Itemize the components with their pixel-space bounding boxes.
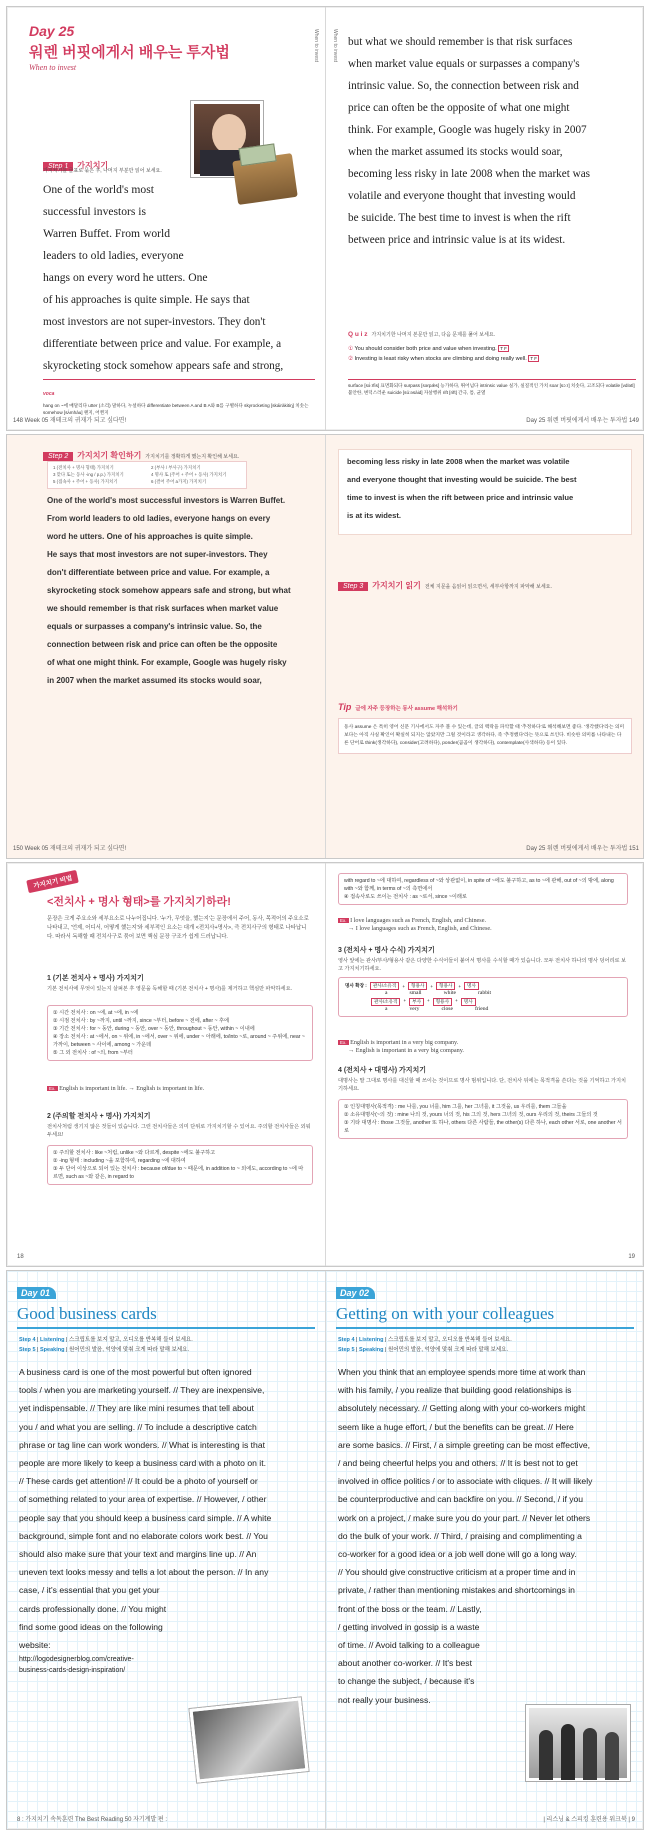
page-151 [326,435,644,858]
day-header [336,1283,634,1329]
page-footer: Day 25 워렌 버핏에게서 배우는 투자법 151 [526,846,639,852]
day-badge: Day 25 [29,23,75,39]
page-148 [7,7,326,430]
pruned-text-continued [338,449,632,535]
page-footer: 148 Week 05 재테크의 귀재가 되고 싶다면! [13,418,127,424]
side-label: When to invest [313,29,319,63]
spread-workbook-day01-02 [6,1270,644,1830]
step-header: Step 2 가지치기 확인하기 가지치기를 정확하게 했는지 확인해 보세요. [43,445,239,463]
step-instructions: Step 4 | Listening | 스크립트를 보지 말고, 오디오를 반복해 들어 보세요. Step 5 | Speaking | 원어민의 발음, 억양에 맞춰 크게 따라 말해 보세요. [338,1337,512,1353]
text-line: skyrocketing stock somehow appears safe and strong, but what [47,586,291,595]
page-19 [326,863,644,1266]
example-sentence: Ex. English is important in life. → English is important in life. [49,1085,205,1092]
section-description: 영사 앞에는 관사/부사/형용사 같은 다양한 수식어들이 붙어서 명사를 수식할 때가 있습니다. 모두 전치사 하나의 명사 덩어리로 보고 가지치기하세요. [338,958,626,972]
text-line: From world leaders to old ladies, everyone hangs on every [47,514,271,523]
side-label: When to invest [332,29,338,63]
text-line: of what one might think. For example, Google was hugely risky [47,658,287,667]
page-footer: | 리스닝 & 스피킹 훈련용 워크북 | 9 [543,1817,635,1823]
section-description: 전치사처럼 생기지 않은 것들이 있습니다. 그런 전치사들은 의미 단위로 가지치기할 수 있어요. 주의할 전치사들은 외워 두세요! [47,1124,311,1138]
preposition-list-box: with regard to ~에 대하여, regardless of ~와 상관없이, in spite of ~에도 불구하고, as to ~에 관해, out of ~의 밖에, along with ~와 함께, in terms of ~의 측면에서 ④ 접속사로도 쓰이는 전치사 : as ~로서, since ~이래로 [338,873,628,905]
true-false-choice[interactable]: T F [530,356,538,361]
day-title: Getting on with your colleagues [336,1304,555,1323]
day-tag: Day 01 [17,1287,56,1299]
pruned-text-lines [47,495,317,693]
section-heading: 4 (전치사 + 대명사) 가지치기 [338,1067,427,1074]
page-footer: 8 : 가지치기 속독훈련 The Best Reading 50 자기계발 편 : [17,1817,168,1823]
section-headline: <전치사 + 명사 형태>를 가지치기하라! [47,896,231,908]
page-150 [7,435,326,858]
vocabulary-box: voca hang on ~에 매달리다 utter (소리) 말하다, 누설하다 differentiate between A and B A와 B를 구별하다 skyrocketing [skáiràkitiŋ] 치솟는 somehow [sʌ́mhàu] 왠지, 어쩐지 [43,379,315,416]
spread-day25-reading [6,6,644,431]
reading-body: but what we should remember is that risk surfaces when market value equals or surpasses a company's intrinsic value. So, the connection between risk and price can often be the opposite of what one might think. For example, Google was hugely risky in 2007 when the market assumed its stocks would soar, becoming less risky in late 2008 when the market was volatile and everyone thought that investing would be suicide. The best time to invest is when the rift between price and intrinsic value is at its widest. [348,36,591,246]
page-title: 워렌 버핏에게서 배우는 투자법 [29,44,230,61]
pronoun-list-box: ① 인칭대명사(목적격) : me 나를, you 너를, him 그를, her 그녀를, it 그것을, us 우리를, them 그들을 ② 소유대명사(~의 것) : mine 나의 것, yours 너의 것, his 그의 것, hers 그녀의 것, ours 우리의 것, theirs 그들의 것 ③ 기타 대명사 : those 그것들, another 또 하나, others 다른 사람들, the other(s) 다른 하나, each other 서로, one another 서로 [338,1099,628,1139]
day-header [17,1283,315,1329]
page-number: 18 [17,1254,24,1260]
preposition-list-box: ① 시간 전치사 : on ~에, at ~에, in ~에 ② 시점 전치사 : by ~까지, until ~까지, since ~부터, before ~ 전에, after ~ 후에 ③ 기간 전치사 : for ~ 동안, during ~ 동안, over ~ 동안, throughout ~ 동안, within ~ 이내에 ④ 장소 전치사 : at ~에서, on ~ 위에, in ~에서, over ~ 위에, under ~ 아래에, to/into ~로, around ~ 주위에, near ~ 가까이, between ~ 사이에, among ~ 가운데 ⑤ 그 외 전치사 : of ~의, from ~부터 [47,1005,313,1061]
text-line: don't differentiate between price and value. For example, a [47,568,270,577]
page-footer: 150 Week 05 재테크의 귀재가 되고 싶다면! [13,846,127,852]
colleagues-group-photo [526,1705,630,1781]
example-sentence: Ex. I love languages such as French, English, and Chinese. → I love languages such as French, English, and Chinese. [340,917,492,932]
text-line: becoming less risky in late 2008 when the market was volatile [347,457,570,466]
page-8 [7,1271,326,1829]
special-preposition-box: ① 주의할 전치사 : like ~처럼, unlike ~와 다르게, despite ~에도 불구하고 ② -ing 형태 : including ~을 포함하여, regarding ~에 대하여 ③ 두 단어 이상으로 되어 있는 전치사 : because of/due to ~ 때문에, in addition to ~ 외에도, according to ~에 따르면, such as ~와 같은, in regard to [47,1145,313,1185]
reading-script: When you think that an employee spends more time at work than with his family, / you realize that building good relationships is absolutely necessary. // Getting along with your co-workers might seem like a huge effort, / but the benefits can be great. // Here are some basics. // First, / a simple greeting can be most effective, / and being cheerful helps you and others. // It is best not to get involved in office politics / or to associate with cliques. // It will likely be counterproductive and can backfire on you. // Second, / if you work on a project, / make sure you do your part. // Never let others do the bulk of your work. // Third, / praising and complimenting a co-worker for a good idea or a job well done will go a long way. // You should give constructive criticism at a proper time and in private, / rather than mentioning mistakes and shortcomings in front of the boss or the team. // Lastly, / getting involved in gossip is a waste of time. // Avoid talking to a colleague about another co-worker. // It's best to change the subject, / because it's not really your business. [338,1367,593,1705]
treasure-box-illustration [232,153,298,205]
section-heading: 3 (전치사 + 명사 수식) 가지치기 [338,947,435,954]
section-heading: 2 (주의할 전치사 + 명사) 가지치기 [47,1113,151,1120]
step-description: 가지치기를 글표로 묶은 후, 나머지 부분만 읽어 보세요. [43,168,162,174]
step-instructions: Step 4 | Listening | 스크립트를 보지 말고, 오디오를 반복해 들어 보세요. Step 5 | Speaking | 원어민의 발음, 억양에 맞춰 크게 따라 말해 보세요. [19,1337,193,1353]
tip-box: Tip 글에 자주 등장하는 동사 assume 해석하기 동사 assume 은 특히 영어 신문 기사에서도 자주 볼 수 있는데, 글의 맥락을 파악할 때 '추정하다'로 해석해보면 좋다. '생각했다'라는 의미보다는 아직 사실 확인이 확실히 되지는 않았지만 그럴 것이라고 생각하다, 즉 '추정했다'라는 뜻으로 쓰인다. 비슷한 의미를 나타내는 다른 단어로 think(생각하다), consider(고려하다), ponder(곰곰이 생각하다), contemplate(사색하다) 등이 있다. [338,697,632,754]
business-cards-photo [189,1697,308,1782]
text-line: is at its widest. [347,511,402,520]
day-title: Good business cards [17,1304,157,1323]
quiz-item-1: ① You should consider both price and value when investing. T F [348,346,507,352]
page-149 [326,7,644,430]
noun-expansion-diagram: 명사 확장 : 관사/소유격 + 형용사 + 형용사 + 명사 a small white rabbit 관사/소유격 + 부사 + 형용사 + 명사 a very close friend [338,977,628,1017]
section-description: 기본 전치사에 무엇이 있는지 살펴본 후 영문을 독해할 때 (기본 전치사 + 명사)를 제거하고 핵심만 파악하세요. [47,986,293,992]
section-description: 대명사는 말 그대로 명사를 대신할 때 쓰이는 것이므로 명사 범위입니다. 단, 전치사 뒤에는 목적격을 쓴다는 것을 기억하고 가지치기하세요. [338,1078,626,1092]
text-line: in 2007 when the market assumed its stocks would soar, [47,676,262,685]
pruning-legend: 1 (전치사 + 명사 형태) 가지치기 2 (부사 / 부사구) 가지치기 3 맞다 또는 동사 -ing / p.p.) 가지치기 4 명사 또 (주어 + 주어 + 동사) 가지치기 5 (접속사 + 주어 + 동사) 가지치기 6 (결어 주어 a가지) 가지치기 [47,461,247,489]
quiz-section: Q u i z 가지치기한 나머지 본문만 읽고, 다음 문제를 풀어 보세요. ① You should consider both price and value when investing. T F ② Investing is least risky when stocks are climbing and doing really well. T F [348,323,636,364]
page-subtitle: When to invest [29,63,77,72]
page-footer: Day 25 워렌 버핏에게서 배우는 투자법 149 [526,418,639,424]
step-header: Step 3 가지치기 읽기 전체 지문을 음읽어 읽으면서, 세부사항까지 파악해 보세요. [338,575,552,593]
quiz-item-2: ② Investing is least risky when stocks are climbing and doing really well. T F [348,356,538,362]
text-line: One of the world's most successful investors is Warren Buffet. [47,496,286,505]
vocabulary-box: surface [sə́ːrfis] 표면화되다 surpass [sərpǽs] 능가하다, 뛰어넘다 intrinsic value 실가, 실질적인 가치 soar [sɔːr] 치솟다, 고조되다 volatile [vɑ́lətl] 불안한, 변덕스러운 suicide [súːəsàid] 자살행위 rift [rift] 간극, 틈, 균열 [348,379,636,396]
reading-body-wide: of his approaches is quite simple. He says that most investors are not super-investors. They don't differentiate between price and value. For example, a skyrocketing stock somehow appears safe and strong, [43,294,284,372]
reading-body-narrow: One of the world's most successful investors is Warren Buffet. From world leaders to old ladies, everyone hangs on every word he utters. One [43,183,208,284]
text-line: connection between risk and price can often be the opposite [47,640,278,649]
text-line: equals or surpasses a company's intrinsic value. So, the [47,622,262,631]
day-tag: Day 02 [336,1287,375,1299]
step-header: Step 1 가지치기 [43,155,108,173]
intro-paragraph: 문장은 크게 주요소와 세부요소로 나누어집니다. '누가, 무엇을, 했는지'는 문장에서 주어, 동사, 목적어의 주요소로 나타내고, '언제, 어디서, 어떻게 했는지'와 세부적인 요소는 대개 <전치사+명사>, 즉 전치사구의 형태로 나타납니다. 따라서 독해할 때 전치사구로 묶어 보면 핵심 문장 구조가 쉽게 드러납니다. [47,916,309,940]
page-18 [7,863,326,1266]
page-number: 19 [628,1254,635,1260]
spread-pruning-tips [6,862,644,1267]
spread-pruning-check [6,434,644,859]
text-line: word he utters. One of his approaches is quite simple. [47,532,253,541]
section-heading: 1 (기본 전치사 + 명사) 가지치기 [47,975,144,982]
tip-badge: 가지치기 비법 [26,870,79,893]
text-line: He says that most investors are not super-investors. They [47,550,268,559]
example-sentence: Ex. English is important in a very big company. → English is important in a very big company. [340,1039,464,1054]
true-false-choice[interactable]: T F [500,346,507,351]
text-line: we should remember is that risk surfaces when market value [47,604,279,613]
page-9 [326,1271,644,1829]
reading-script: A business card is one of the most powerful but often ignored tools / when you are marketing yourself. // They are inexpensive, yet indispensable. // They are like mini resumes that tell about you / and what you are selling. // To include a descriptive catch phrase or tag line can work wonders. // What is interesting is that people are more likely to keep a business card with a photo on it. // These cards get attention! // It could be a photo of yourself or of something related to your area of expertise. // However, / other people say that you should keep a business card simple. // A white background, simple font and no elaborate colors work best. // You should also make sure that your text and margins line up. // An uneven text looks messy and tells a lot about the person. // In any case, / it's essential that you get your cards professionally done. // You might find some good ideas on the following website: http://logodesignerblog.com/creative- business-cards-design-inspiration/ [19,1367,272,1675]
text-line: time to invest is when the rift between price and intrinsic value [347,493,574,502]
text-line: and everyone thought that investing would be suicide. The best [347,475,577,484]
